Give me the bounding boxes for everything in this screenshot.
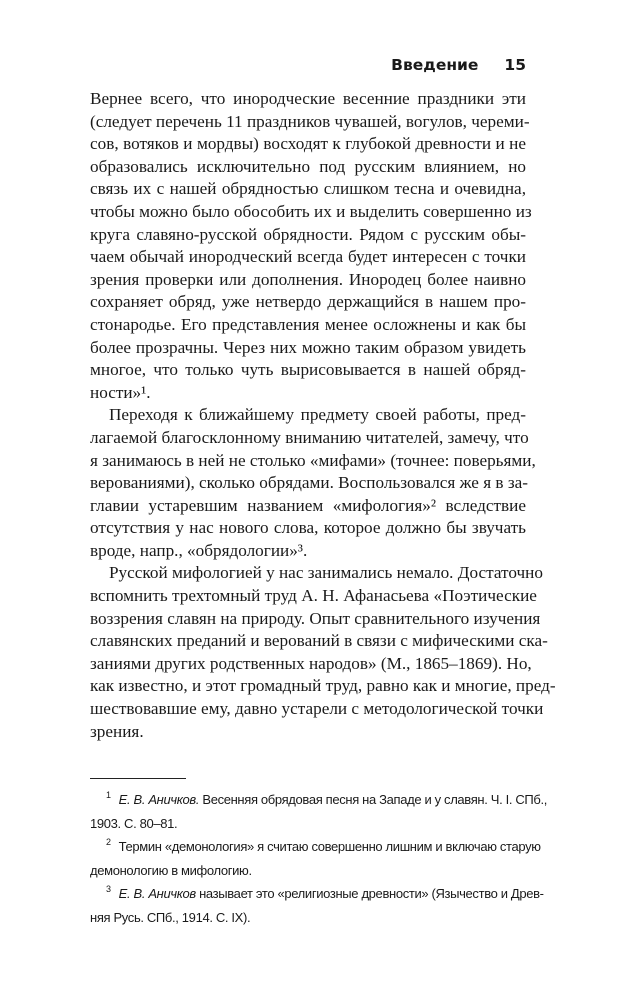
body-text (90, 88, 556, 743)
text-line: сов, вотяков и мордвы) восходят к глубокой древности и не (90, 134, 526, 154)
footnote-text: Весенняя обрядовая песня на Западе и у славян. Ч. I. СПб., (199, 792, 548, 807)
text-line: зрения. (90, 721, 144, 741)
text-line: Русской мифологией у нас занимались немало. Достаточно (109, 563, 543, 583)
footnote-text: называет это «религиозные древности» (Язычество и Древ- (195, 886, 544, 901)
text-line: отсутствия у нас нового слова, которое должно бы звучать (90, 518, 526, 538)
text-line: сохраняет обряд, уже нетвердо держащийся в нашем про- (90, 292, 526, 312)
footnote-author: Е. В. Аничков (118, 886, 196, 901)
text-line: главии устаревшим названием «мифология»² вследствие (90, 495, 526, 515)
footnote-line (90, 882, 544, 906)
paragraph (90, 404, 536, 562)
footnote-line (90, 906, 526, 930)
text-line: я занимаюсь в ней не столько «мифами» (точнее: поверьями, (90, 450, 536, 470)
text-line: стонародье. Его представления менее осложнены и как бы (90, 314, 526, 334)
text-line: как известно, и этот громадный труд, равно как и многие, пред- (90, 676, 556, 696)
footnote (90, 788, 548, 835)
text-line: круга славяно-русской обрядности. Рядом с русским обы- (90, 224, 526, 244)
footnote-line (90, 788, 548, 812)
text-line: лагаемой благосклонному вниманию читателей, замечу, что (90, 427, 529, 447)
footnote-text: демонологию в мифологию. (90, 862, 252, 878)
footnotes (90, 788, 548, 929)
text-line: вроде, напр., «обрядологии»³. (90, 540, 308, 560)
text-line: более прозрачны. Через них можно таким образом увидеть (90, 337, 526, 357)
text-line: Переходя к ближайшему предмету своей работы, пред- (109, 405, 526, 425)
footnote-text: Термин «демонология» я считаю совершенно лишним и включаю старую (118, 839, 541, 854)
footnote (90, 882, 544, 929)
text-line: воззрения славян на природу. Опыт сравнительного изучения (90, 608, 541, 628)
footnote-number: 1 (106, 790, 111, 800)
text-line: шествовавшие ему, давно устарели с методологической точки (90, 699, 544, 719)
paragraph (90, 562, 556, 743)
text-line: славянских преданий и верований в связи с мифическими ска- (90, 631, 548, 651)
text-line: чаем обычай инородческий всегда будет интересен с точки (90, 247, 526, 267)
text-line: заниями других родственных народов» (М., 1865–1869). Но, (90, 653, 532, 673)
text-line: чтобы можно было обособить их и выделить совершенно из (90, 201, 532, 221)
text-line: связь их с нашей обрядностью слишком тесна и очевидна, (90, 179, 526, 199)
footnote-separator (90, 778, 186, 779)
footnote (90, 835, 541, 882)
footnote-text: 1903. С. 80–81. (90, 815, 178, 831)
chapter-title: Введение (391, 56, 479, 74)
footnote-author: Е. В. Аничков. (118, 792, 200, 807)
footnote-line (90, 835, 541, 859)
page-number: 15 (504, 56, 526, 74)
footnote-number: 2 (106, 837, 111, 847)
text-line: верованиями), сколько обрядами. Воспользовался же я в за- (90, 473, 528, 493)
text-line: многое, что только чуть вырисовывается в нашей обряд- (90, 360, 526, 380)
text-line: зрения проверки или дополнения. Инородец более наивно (90, 269, 526, 289)
footnote-line (90, 859, 526, 883)
text-line: Вернее всего, что инородческие весенние праздники эти (90, 89, 526, 108)
text-line: вспомнить трехтомный труд А. Н. Афанасьева «Поэтические (90, 586, 537, 606)
paragraph (90, 88, 532, 404)
footnote-line (90, 812, 526, 836)
footnote-number: 3 (106, 884, 111, 894)
footnote-text: няя Русь. СПб., 1914. С. IX). (90, 909, 251, 925)
text-line: ности»¹. (90, 382, 151, 402)
text-line: (следует перечень 11 праздников чувашей, вогулов, череми- (90, 111, 530, 131)
running-header (391, 56, 526, 74)
text-line: образовались исключительно под русским влиянием, но (90, 156, 526, 176)
